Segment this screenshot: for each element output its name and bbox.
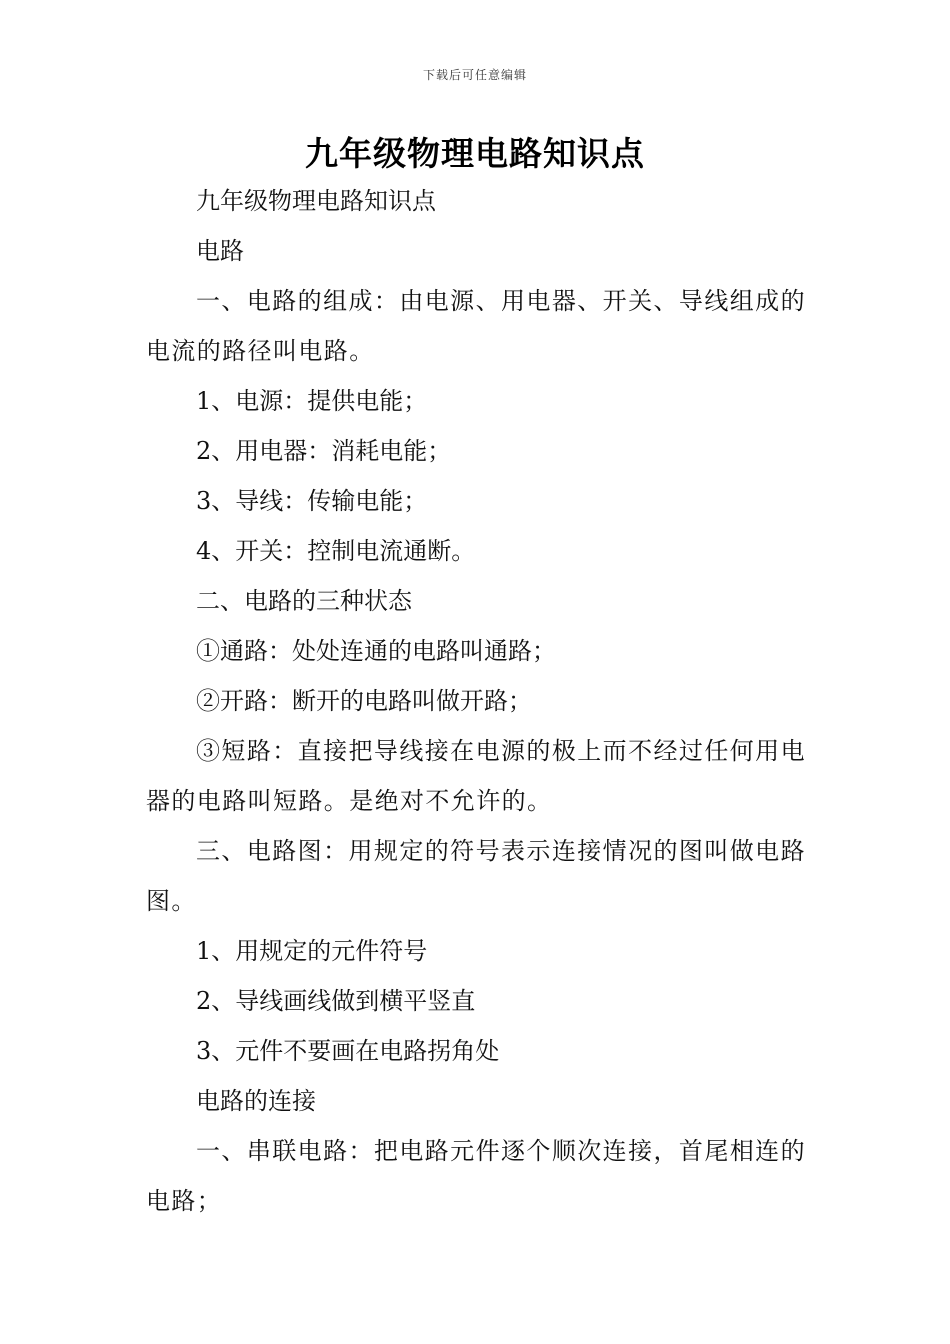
paragraph-diagram-rule-2: 2、导线画线做到横平竖直 [196,987,476,1015]
paragraph-switch: 4、开关：控制电流通断。 [196,537,476,565]
paragraph-circuit-composition: 一、电路的组成：由电源、用电器、开关、导线组成的电流的路径叫电路。 [146,287,806,365]
paragraph-series-circuit: 一、串联电路：把电路元件逐个顺次连接，首尾相连的电路； [146,1137,806,1215]
paragraph-section-connection: 电路的连接 [196,1087,316,1115]
paragraph-circuit-diagram: 三、电路图：用规定的符号表示连接情况的图叫做电路图。 [146,837,806,915]
paragraph-power-source: 1、电源：提供电能； [196,387,428,415]
paragraph-open-circuit: ②开路：断开的电路叫做开路； [196,687,532,715]
paragraph-diagram-rule-1: 1、用规定的元件符号 [196,937,428,965]
document-body [146,176,806,1226]
paragraph-short-circuit: ③短路：直接把导线接在电源的极上而不经过任何用电器的电路叫短路。是绝对不允许的。 [146,737,806,815]
paragraph-section-circuit: 电路 [196,237,244,265]
paragraph-diagram-rule-3: 3、元件不要画在电路拐角处 [196,1037,500,1065]
document-title: 九年级物理电路知识点 [305,134,645,173]
paragraph-appliance: 2、用电器：消耗电能； [196,437,452,465]
paragraph-closed-circuit: ①通路：处处连通的电路叫通路； [196,637,556,665]
paragraph-three-states: 二、电路的三种状态 [196,587,412,615]
paragraph-subtitle: 九年级物理电路知识点 [196,187,436,215]
header-note: 下载后可任意编辑 [422,68,527,82]
paragraph-wire: 3、导线：传输电能； [196,487,428,515]
